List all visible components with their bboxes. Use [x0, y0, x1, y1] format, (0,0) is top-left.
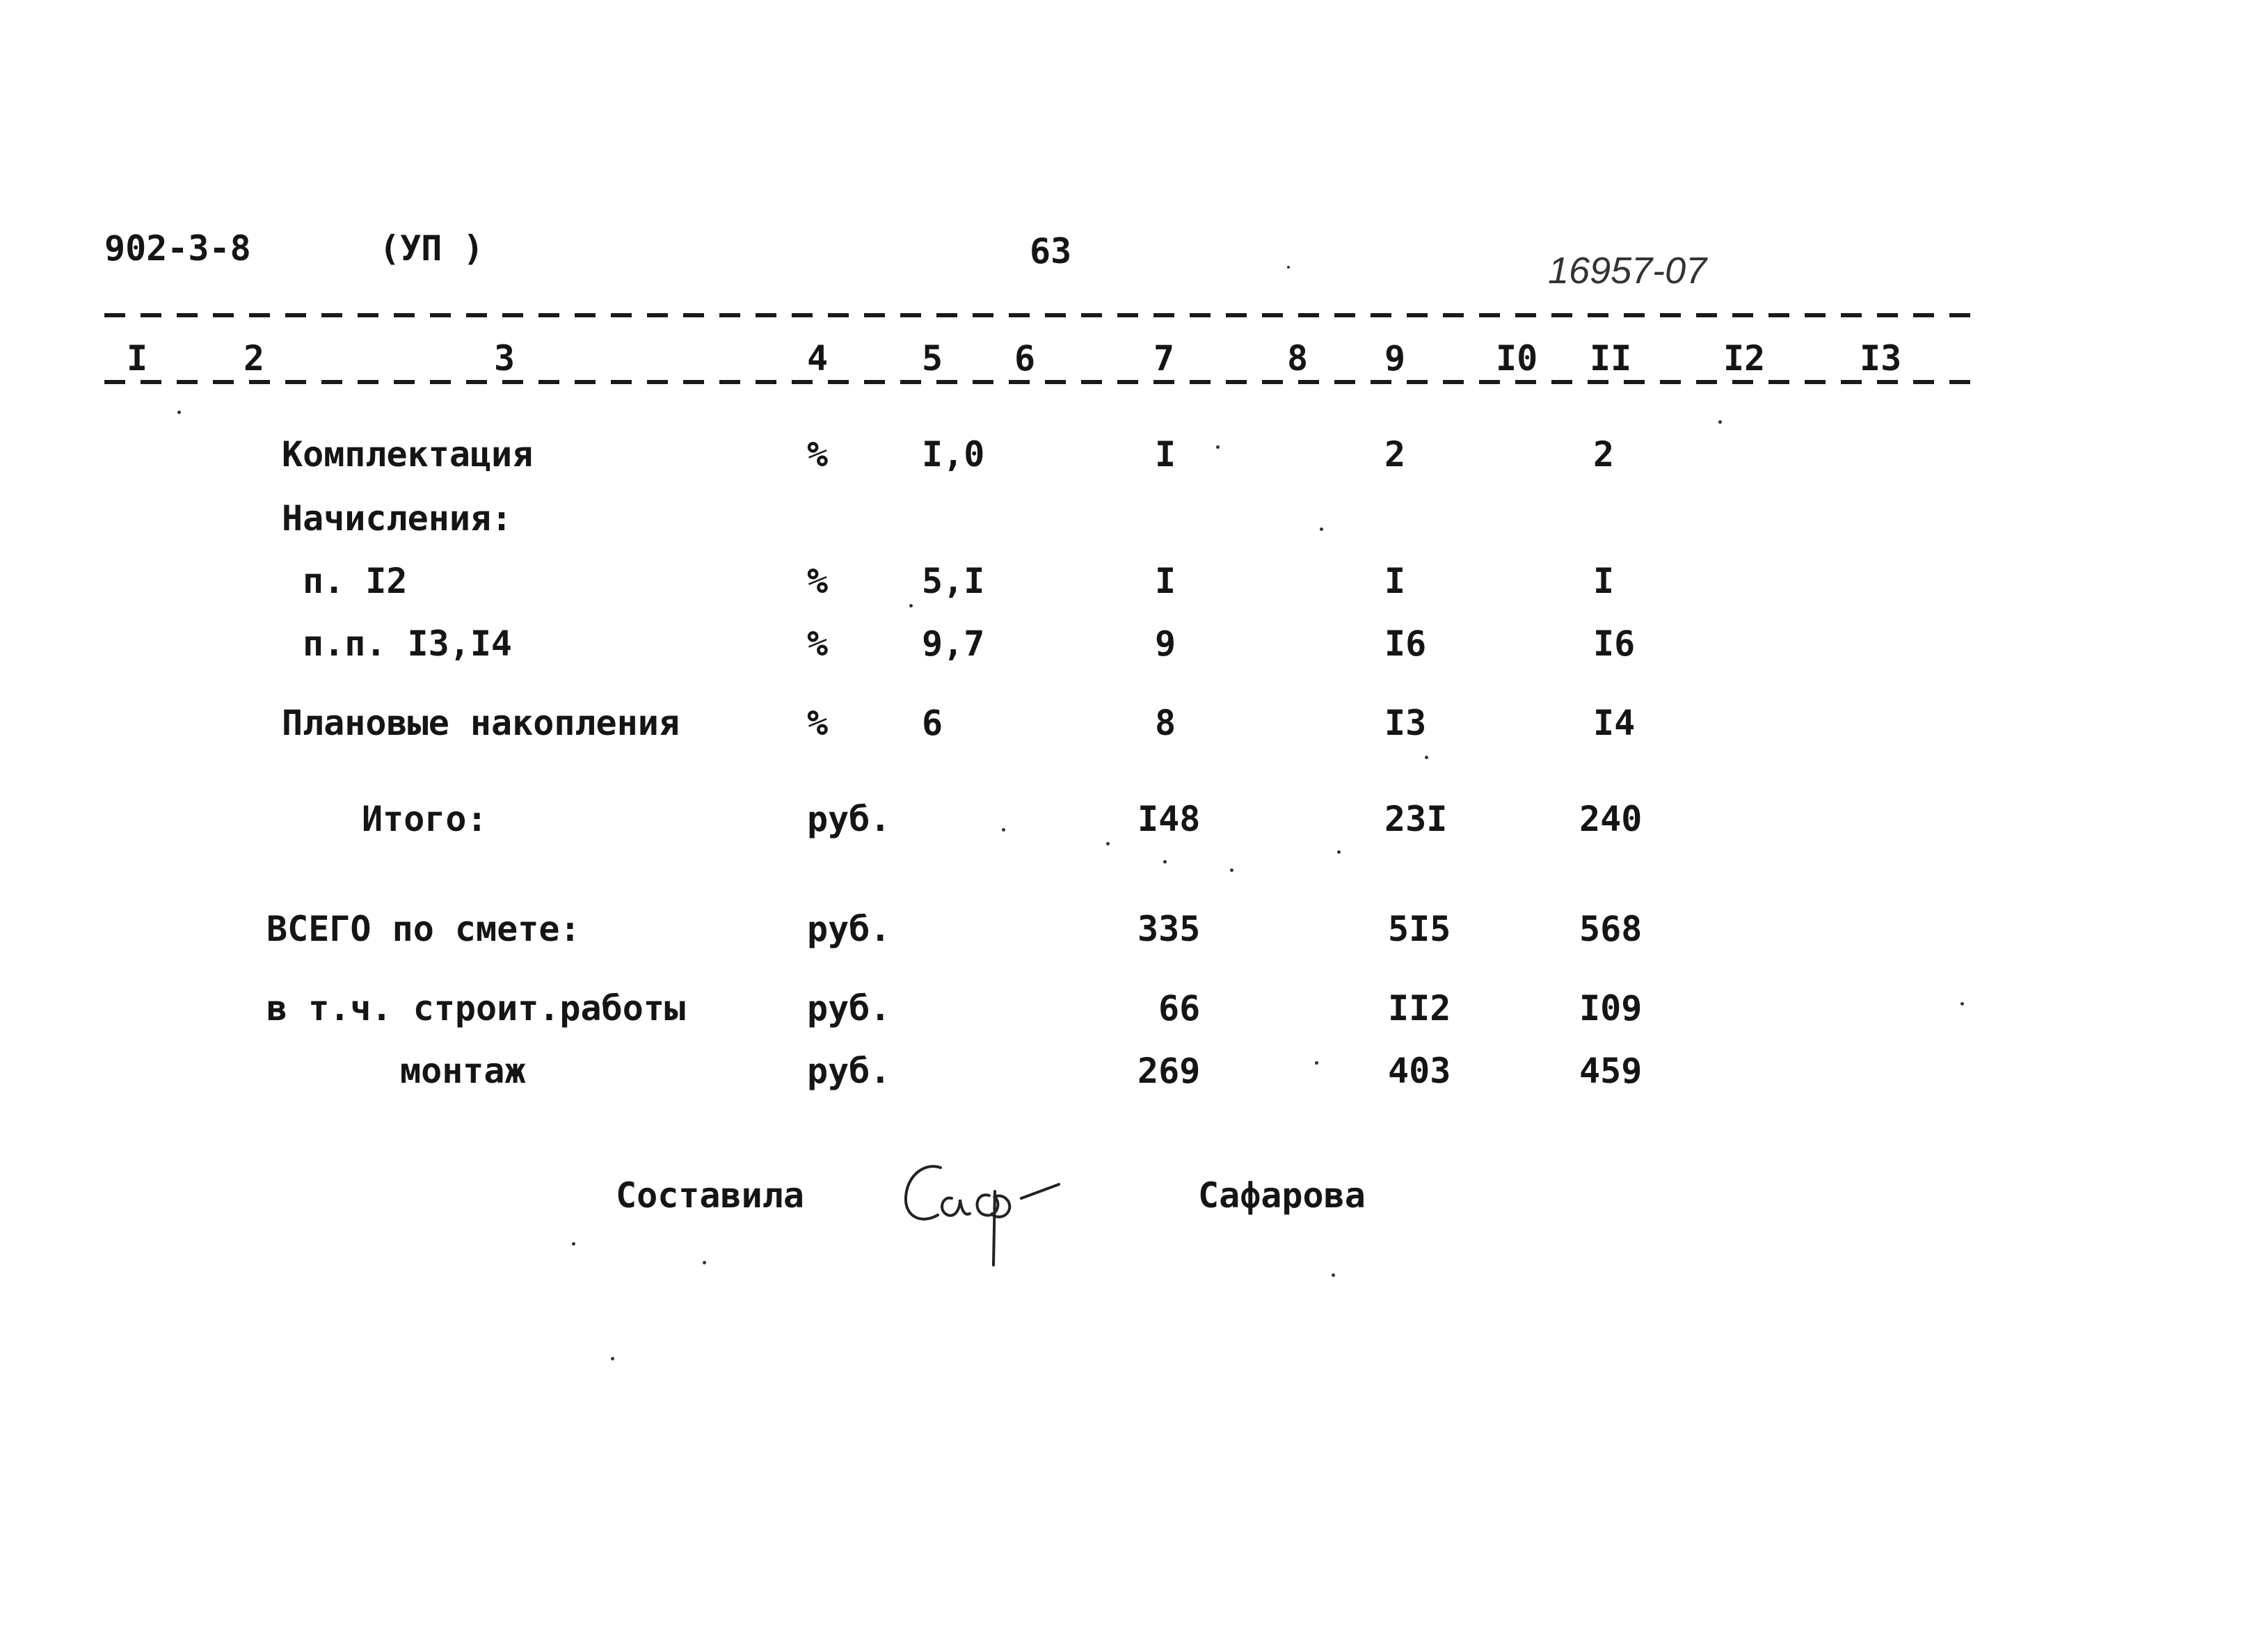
row-name: п.п. I3,I4	[303, 624, 513, 664]
column-number: I2	[1723, 338, 1766, 379]
row-name: ВСЕГО по смете:	[266, 909, 581, 949]
column-number: 7	[1153, 338, 1175, 379]
scan-speck	[1425, 756, 1428, 759]
top-rule	[104, 313, 1976, 317]
row-col11: 568	[1579, 909, 1643, 949]
scan-speck	[177, 411, 181, 414]
row-col9: I	[1384, 561, 1406, 601]
column-number: I0	[1496, 338, 1538, 379]
row-col11: I6	[1593, 624, 1636, 664]
row-rate: I,0	[922, 434, 985, 475]
row-col7: I	[1155, 434, 1176, 475]
compiler-name: Сафарова	[1198, 1175, 1366, 1216]
row-name: п. I2	[303, 561, 408, 601]
column-number: II	[1590, 338, 1632, 379]
row-col7: I48	[1137, 799, 1201, 839]
scan-speck	[1216, 445, 1220, 449]
column-number: 8	[1287, 338, 1309, 379]
handwritten-signature	[897, 1155, 1078, 1273]
row-col7: 9	[1155, 624, 1176, 664]
row-unit: %	[807, 703, 829, 743]
row-unit: %	[807, 624, 829, 664]
row-col7: I	[1155, 561, 1176, 601]
scan-speck	[1337, 850, 1341, 854]
row-unit: руб.	[807, 988, 891, 1028]
column-number: 3	[494, 338, 516, 379]
doc-code: 902-3-8	[104, 228, 251, 269]
scan-speck	[1315, 1061, 1318, 1065]
row-name: Плановые накопления	[282, 703, 680, 743]
scan-speck	[1106, 842, 1110, 845]
row-col7: 8	[1155, 703, 1176, 743]
column-number: I	[127, 338, 148, 379]
row-col11: I09	[1579, 988, 1643, 1028]
column-rule	[104, 380, 1976, 384]
column-number: 6	[1014, 338, 1036, 379]
column-number: 4	[807, 338, 829, 379]
row-col9: I3	[1384, 703, 1427, 743]
row-rate: 9,7	[922, 624, 985, 664]
row-col11: 2	[1593, 434, 1615, 475]
scan-speck	[572, 1242, 575, 1246]
row-col11: 240	[1579, 799, 1643, 839]
row-name: Комплектация	[282, 434, 534, 475]
scan-speck	[1718, 420, 1722, 424]
column-number: 9	[1384, 338, 1406, 379]
row-col7: 335	[1137, 909, 1201, 949]
section-code: (УП )	[379, 228, 484, 269]
scan-speck	[1002, 828, 1005, 832]
row-col9: 403	[1388, 1051, 1451, 1091]
row-name: в т.ч. строит.работы	[266, 988, 686, 1028]
compiled-by-label: Составила	[616, 1175, 804, 1216]
scan-speck	[703, 1261, 706, 1264]
row-col7: 66	[1158, 988, 1201, 1028]
row-unit: руб.	[807, 799, 891, 839]
row-name: монтаж	[400, 1051, 526, 1091]
row-unit: %	[807, 434, 829, 475]
scan-speck	[1332, 1273, 1335, 1277]
scan-speck	[1320, 527, 1323, 531]
row-col9: II2	[1388, 988, 1451, 1028]
scan-speck	[611, 1357, 614, 1360]
row-col9: 2	[1384, 434, 1406, 475]
scan-speck	[1287, 266, 1290, 269]
scan-speck	[1960, 1002, 1964, 1006]
reference-number: 16957-07	[1548, 250, 1707, 292]
row-col7: 269	[1137, 1051, 1201, 1091]
row-col9: 5I5	[1388, 909, 1451, 949]
column-number: I3	[1860, 338, 1902, 379]
row-rate: 6	[922, 703, 943, 743]
row-name: Итого:	[362, 799, 488, 839]
row-col11: 459	[1579, 1051, 1643, 1091]
row-unit: руб.	[807, 1051, 891, 1091]
row-rate: 5,I	[922, 561, 985, 601]
row-col11: I	[1593, 561, 1615, 601]
column-number: 5	[922, 338, 943, 379]
row-unit: %	[807, 561, 829, 601]
row-col11: I4	[1593, 703, 1636, 743]
row-unit: руб.	[807, 909, 891, 949]
row-col9: 23I	[1384, 799, 1448, 839]
page-number: 63	[1030, 231, 1072, 271]
row-name: Начисления:	[282, 498, 513, 539]
row-col9: I6	[1384, 624, 1427, 664]
scan-speck	[1230, 868, 1233, 872]
scan-speck	[909, 604, 913, 607]
column-number: 2	[243, 338, 265, 379]
scan-speck	[1163, 860, 1167, 864]
